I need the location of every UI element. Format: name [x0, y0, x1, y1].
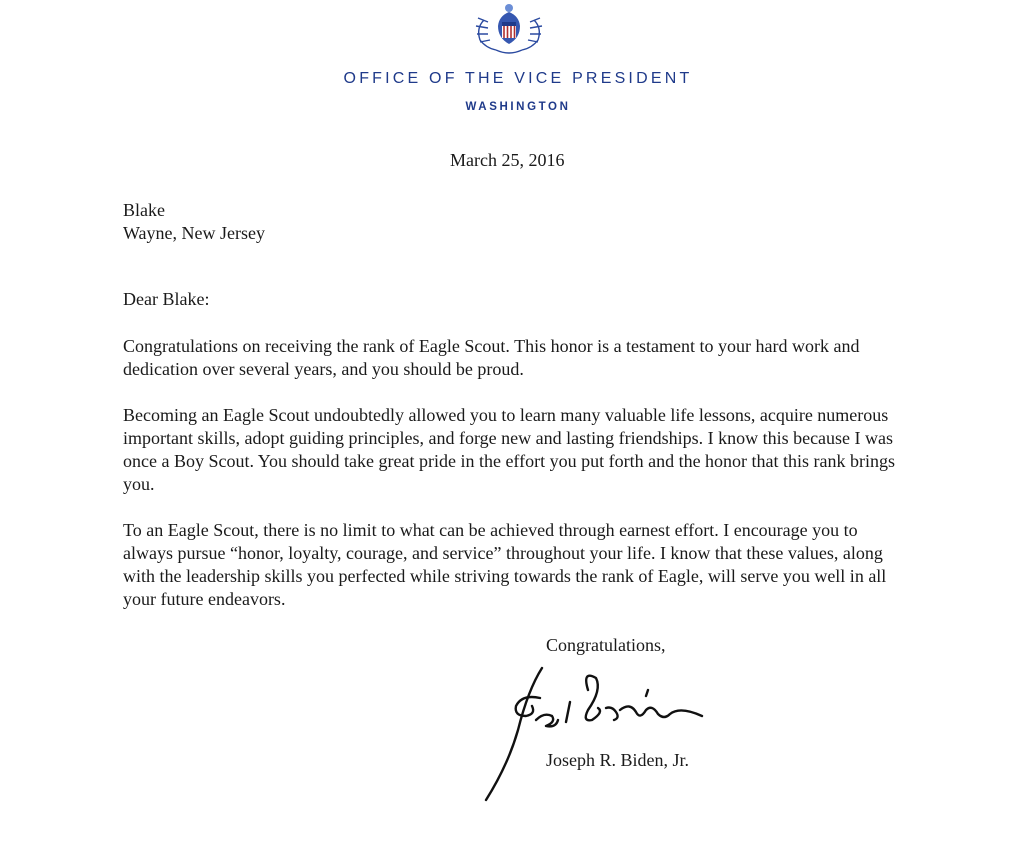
vice-presidential-seal-icon: [466, 0, 552, 56]
letterhead-office: OFFICE OF THE VICE PRESIDENT: [343, 70, 693, 87]
recipient-block: [123, 199, 265, 245]
closing: Congratulations,: [546, 635, 666, 655]
paragraph-1: Congratulations on receiving the rank of Eagle Scout. This honor is a testament to your hard work and dedication over several years, and you should be proud.: [123, 336, 860, 379]
paragraph-2: Becoming an Eagle Scout undoubtedly allowed you to learn many valuable life lessons, acquire numerous important skills, adopt guiding principles, and forge new and lasting friendships. I know this because I was once a Boy Scout. You should take great pride in the effort you put forth and the honor that this rank brings you.: [123, 405, 896, 494]
recipient-name: Blake: [123, 200, 165, 220]
recipient-location: Wayne, New Jersey: [123, 223, 265, 243]
salutation: Dear Blake:: [123, 289, 210, 309]
signer-name: Joseph R. Biden, Jr.: [546, 750, 690, 770]
paragraph-3: To an Eagle Scout, there is no limit to what can be achieved through earnest effort. I encourage you to always pursue “honor, loyalty, courage, and service” throughout your life. I know that these values, along with the leadership skills you perfected while striving towards the rank of Eagle, will serve you well in all your future endeavors.: [123, 520, 887, 609]
letter-date: March 25, 2016: [450, 150, 565, 170]
letterhead-city: WASHINGTON: [465, 101, 571, 113]
handwritten-signature: [470, 650, 730, 810]
